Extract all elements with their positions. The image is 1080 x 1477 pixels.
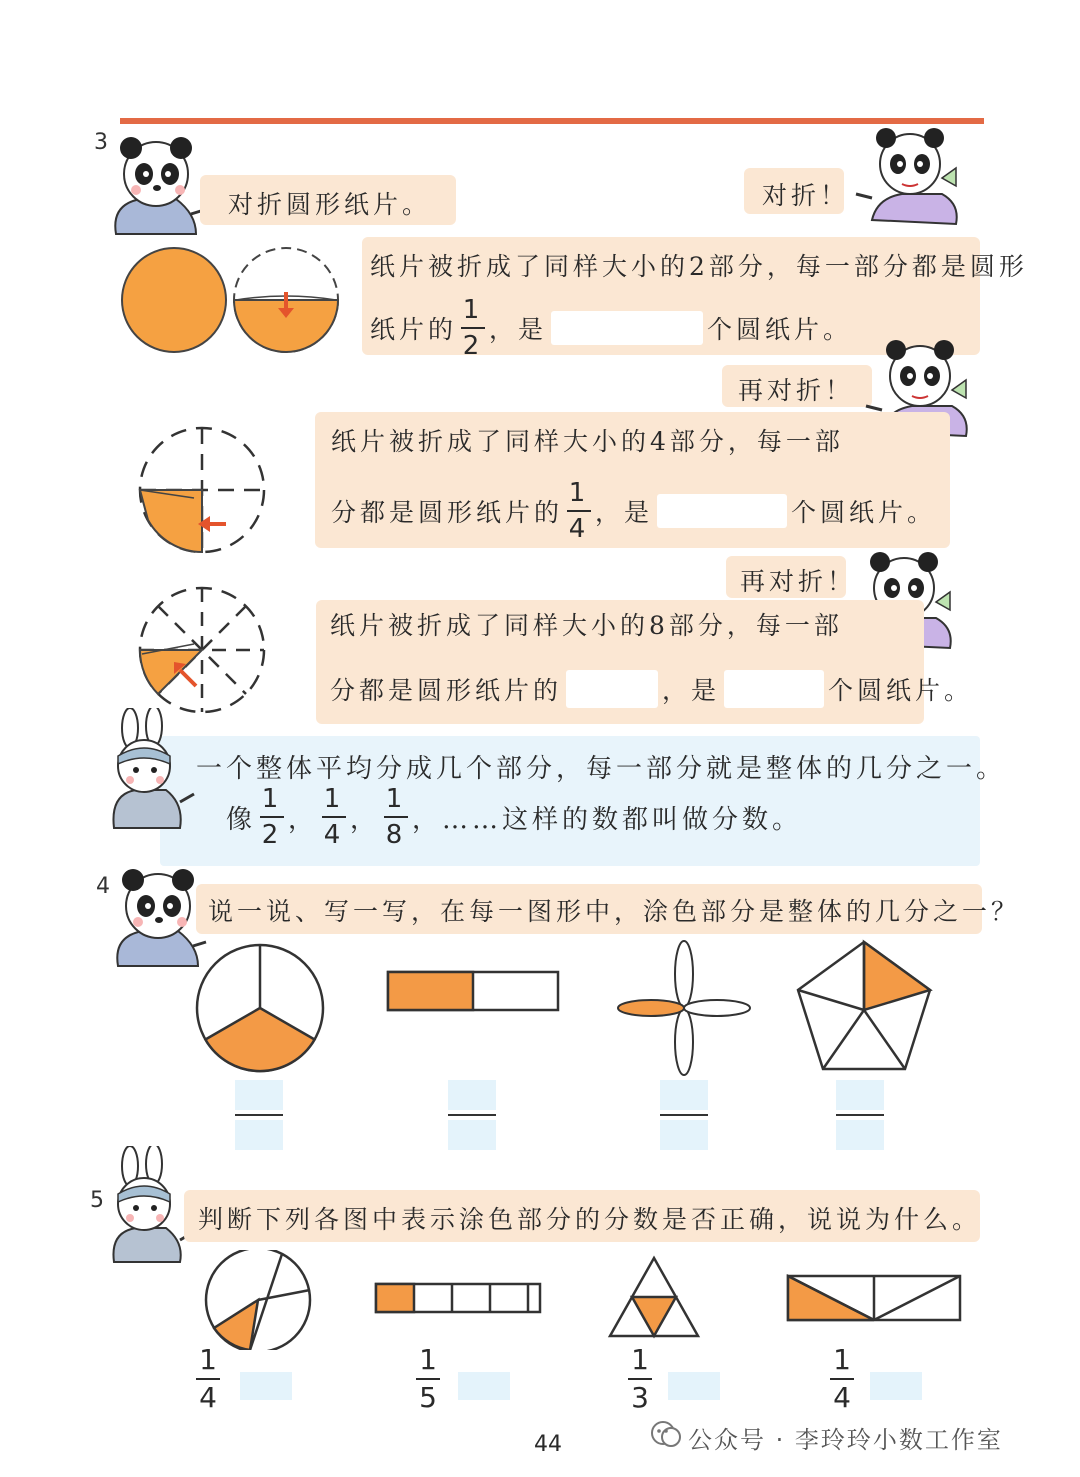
step1-line2: [370, 297, 852, 359]
fraction-quarter: $\frac{1}{4}$: [568, 478, 590, 544]
prompt-bubble: [200, 175, 456, 225]
rectangle-triangles-shape: [786, 1274, 962, 1322]
prompt-text: 对折圆形纸片。: [228, 190, 432, 219]
step3-line2: [330, 670, 973, 708]
rectangle-halves-shape: [386, 970, 560, 1012]
fraction-line: [235, 1114, 283, 1116]
answer-numerator-box[interactable]: [660, 1080, 708, 1110]
step1-post: 个圆纸片。: [707, 315, 853, 344]
fraction-line: [660, 1114, 708, 1116]
answer-numerator-box[interactable]: [448, 1080, 496, 1110]
refold-bubble-1: [722, 365, 872, 407]
answer-denominator-box[interactable]: [660, 1120, 708, 1150]
given-fraction-4: 1 4: [830, 1346, 854, 1412]
answer-denominator-box[interactable]: [235, 1120, 283, 1150]
q4-prompt-bubble: [196, 884, 1021, 934]
question-number-3: 3: [94, 130, 108, 155]
fraction-line: [836, 1114, 884, 1116]
fraction-quarter: $\frac{1}{4}$: [323, 784, 345, 850]
step2-pre: 分都是圆形纸片的: [331, 498, 564, 527]
answer-blank[interactable]: [724, 670, 824, 708]
fraction-eighth: $\frac{1}{8}$: [385, 784, 407, 850]
four-petal-shape: [614, 938, 754, 1080]
step2-mid: ，是: [595, 498, 654, 527]
step3-pre: 分都是圆形纸片的: [330, 676, 563, 705]
fraction-answer-blank[interactable]: [566, 670, 658, 708]
watermark-text: 公众号 · 李玲玲小数工作室: [688, 1426, 1003, 1454]
panda-character-icon: [96, 134, 206, 242]
panda-character-icon: [852, 128, 964, 226]
q5-prompt-text: 判断下列各图中表示涂色部分的分数是否正确，说说为什么。: [198, 1205, 982, 1234]
question-number-5: 5: [90, 1188, 104, 1213]
pentagon-fifths-shape: [794, 938, 934, 1074]
q5-prompt-bubble: [184, 1190, 980, 1242]
folding-eighth-diagram: [134, 586, 270, 716]
circle-unequal-parts-shape: [200, 1250, 316, 1350]
step3-line1: 纸片被折成了同样大小的8部分，每一部: [330, 611, 843, 640]
answer-numerator-box[interactable]: [836, 1080, 884, 1110]
fraction-half: $\frac{1}{2}$: [462, 295, 484, 361]
answer-numerator-box[interactable]: [235, 1080, 283, 1110]
wechat-logo-icon: [650, 1418, 682, 1450]
question-number-4: 4: [96, 874, 110, 899]
definition-like: 像: [226, 804, 257, 835]
folding-half-diagram: [118, 246, 344, 356]
fraction-half: $\frac{1}{2}$: [261, 784, 283, 850]
answer-denominator-box[interactable]: [836, 1120, 884, 1150]
judgement-box[interactable]: [458, 1372, 510, 1400]
step2-bubble: [315, 412, 950, 548]
given-fraction-3: 1 3: [628, 1346, 652, 1412]
judgement-box[interactable]: [668, 1372, 720, 1400]
answer-denominator-box[interactable]: [448, 1120, 496, 1150]
rectangle-unequal-parts-shape: [374, 1282, 542, 1314]
triangle-quarters-shape: [606, 1254, 702, 1340]
rabbit-character-icon: [96, 708, 196, 832]
step1-bubble: [362, 237, 1028, 361]
fold-bubble: [744, 168, 850, 214]
answer-blank[interactable]: [657, 494, 787, 528]
header-rule: [120, 118, 984, 124]
q4-prompt-text: 说一说、写一写，在每一图形中，涂色部分是整体的几分之一？: [208, 897, 1021, 926]
judgement-box[interactable]: [870, 1372, 922, 1400]
refold-bubble-2-text: 再对折！: [740, 567, 857, 596]
refold-bubble-2: [726, 556, 857, 598]
step2-line1: 纸片被折成了同样大小的4部分，每一部: [331, 427, 844, 456]
step3-mid: ，是: [662, 676, 721, 705]
given-fraction-1: 1 4: [196, 1346, 220, 1412]
refold-bubble-1-text: 再对折！: [738, 376, 855, 405]
circle-thirds-shape: [190, 942, 332, 1074]
step3-bubble: [316, 600, 974, 724]
fold-bubble-text: 对折！: [762, 181, 850, 210]
judgement-box[interactable]: [240, 1372, 292, 1400]
separator: ，: [350, 804, 381, 835]
step1-pre: 纸片的: [370, 315, 458, 344]
folding-quarter-diagram: [134, 424, 270, 554]
step1-line1: 纸片被折成了同样大小的2部分，每一部分都是圆形: [370, 252, 1028, 281]
fraction-line: [448, 1114, 496, 1116]
rabbit-character-icon: [96, 1146, 196, 1264]
answer-blank[interactable]: [551, 311, 703, 345]
page-number: 44: [534, 1432, 562, 1457]
given-fraction-2: 1 5: [416, 1346, 440, 1412]
step2-post: 个圆纸片。: [791, 498, 937, 527]
step3-post: 个圆纸片。: [828, 676, 974, 705]
definition-conclusion: ，……这样的数都叫做分数。: [412, 804, 803, 835]
step2-line2: [331, 480, 936, 542]
definition-line1: 一个整体平均分成几个部分，每一部分就是整体的几分之一。: [196, 754, 1007, 784]
definition-line2: [226, 786, 802, 848]
separator: ，: [288, 804, 319, 835]
step1-mid: ，是: [489, 315, 548, 344]
